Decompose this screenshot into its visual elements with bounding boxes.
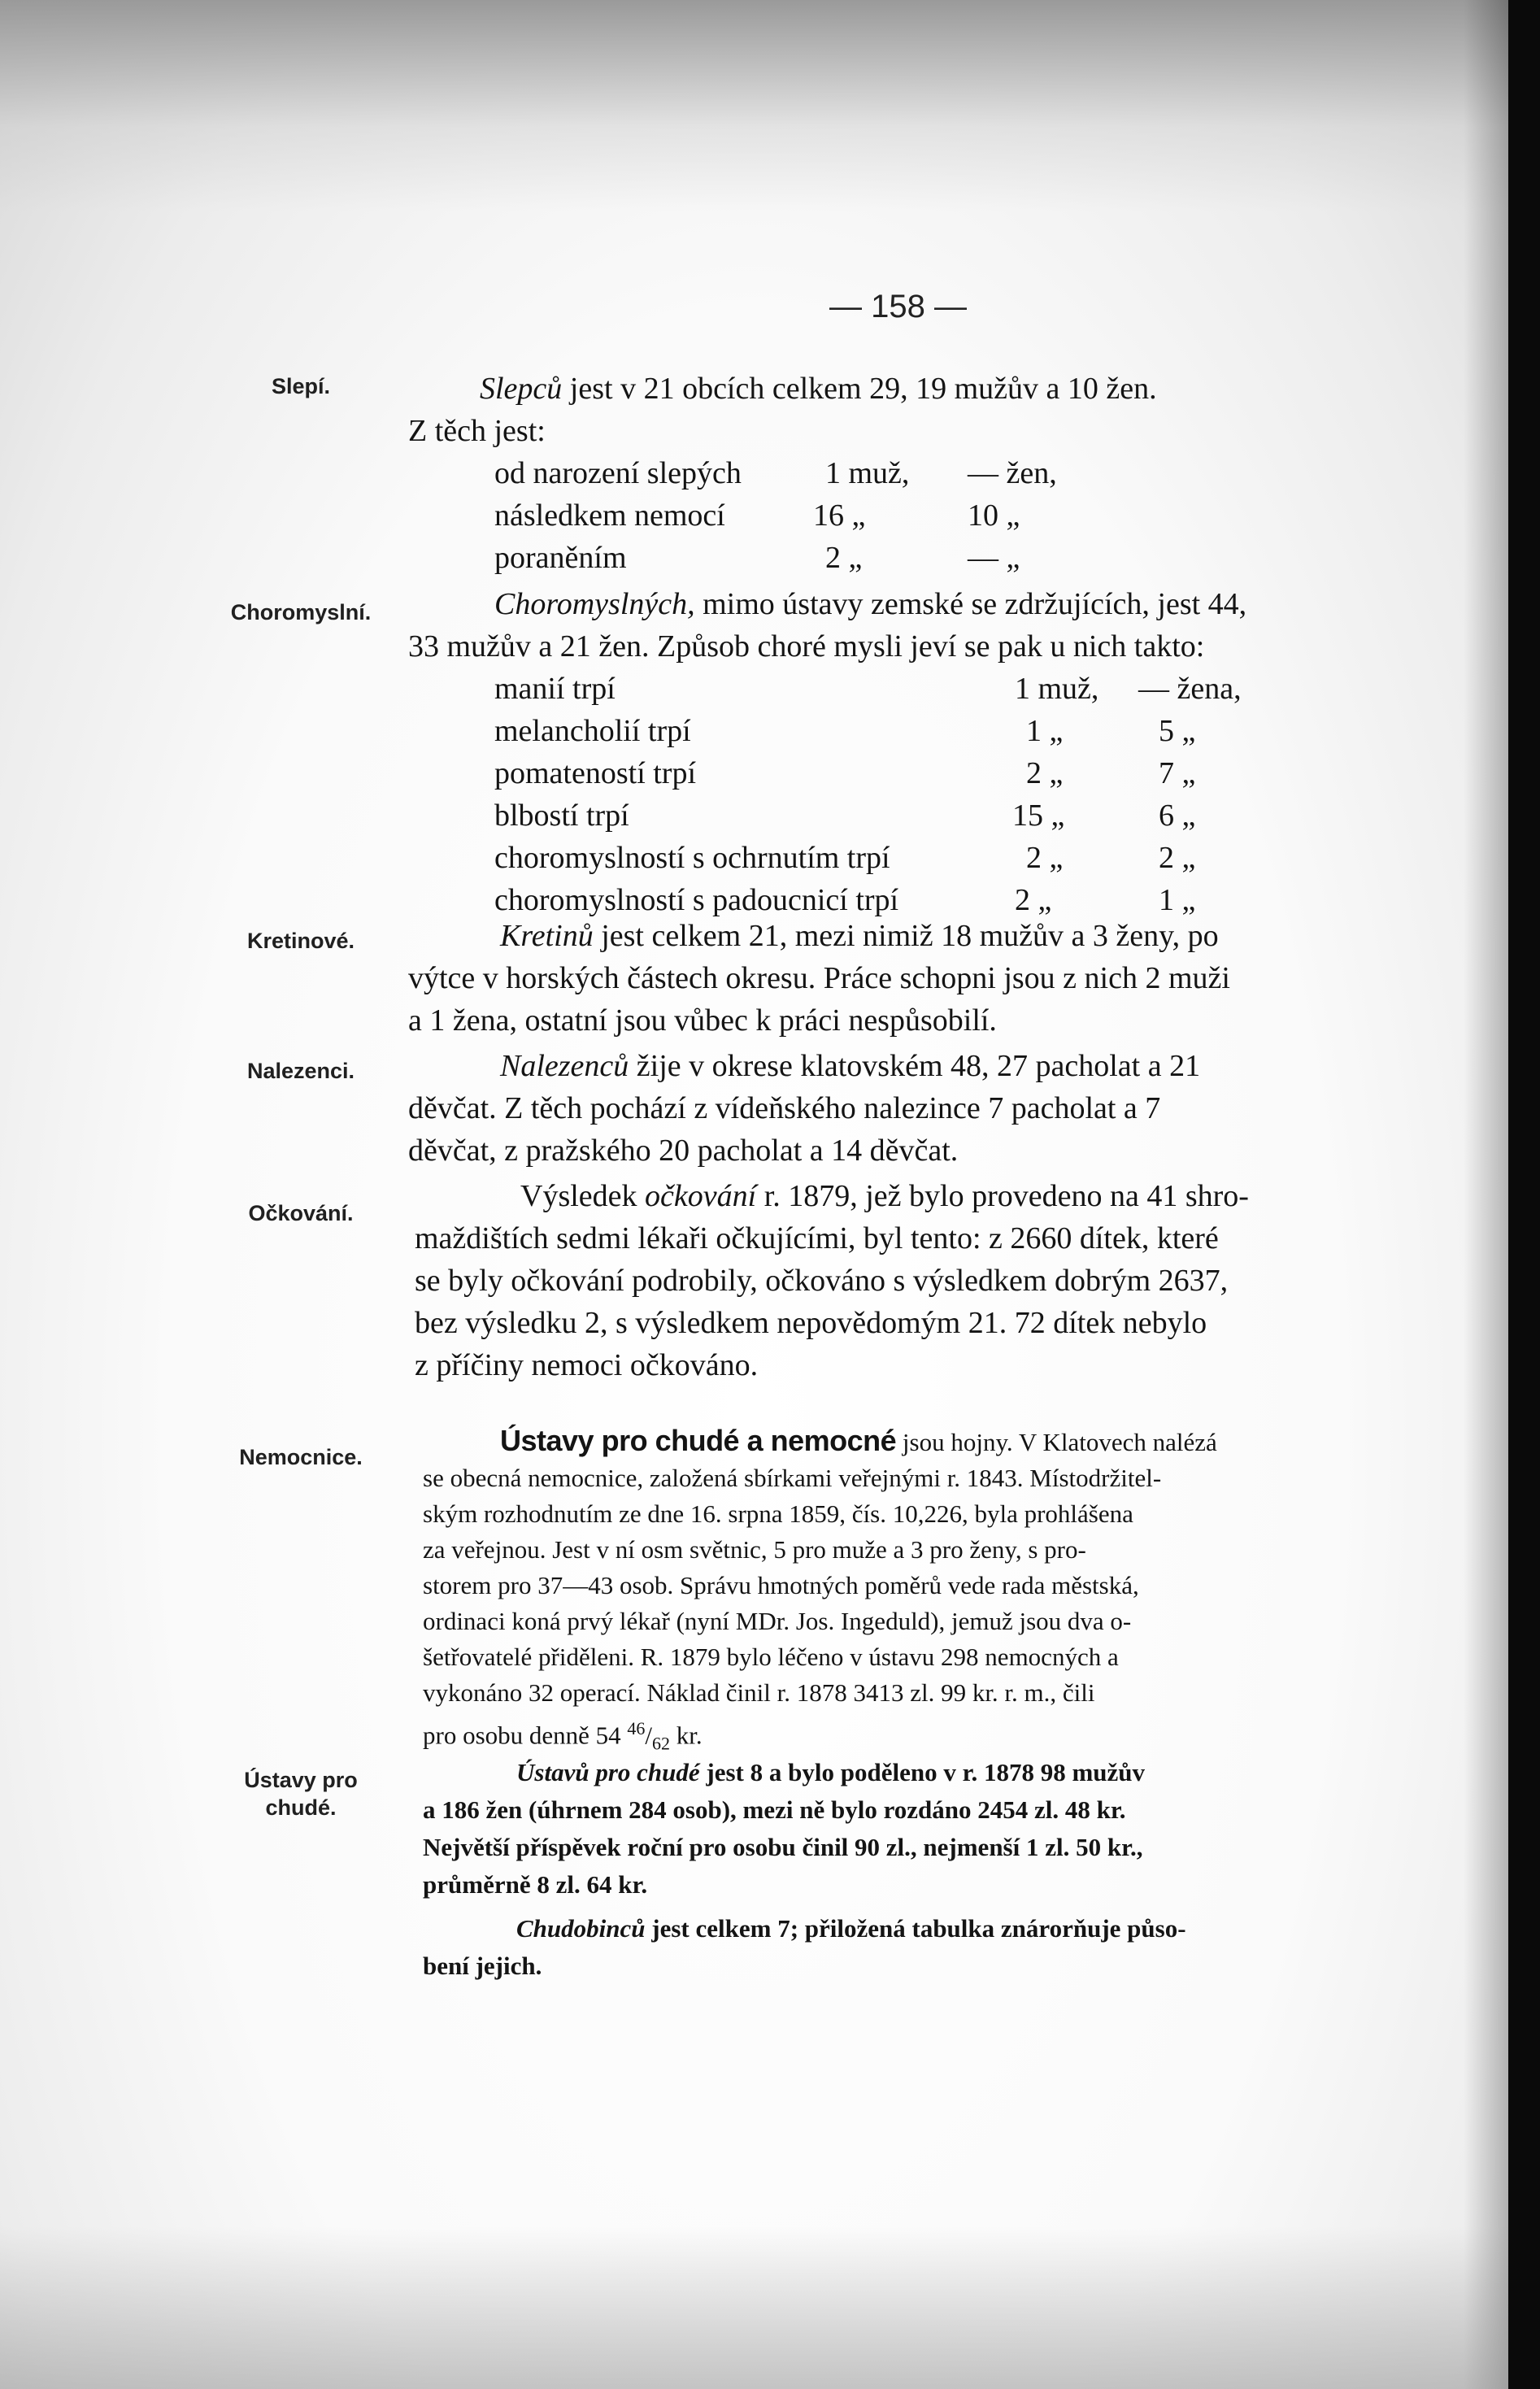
- vaccination-line-2: maždištích sedmi lékaři očkujícími, byl tento: z 2660 dítek, které: [415, 1221, 1219, 1255]
- cretins-line-1: [500, 917, 1219, 955]
- insane-row-a: 2 „: [1026, 756, 1064, 790]
- cretins-line-3: a 1 žena, ostatní jsou vůbec k práci nespůsobilí.: [408, 1003, 997, 1038]
- insane-row-label: choromyslností s ochrnutím trpí: [494, 841, 890, 875]
- blind-row-label: následkem nemocí: [494, 498, 725, 533]
- vaccination-term: očkování: [645, 1179, 757, 1213]
- vaccination-line-5: z příčiny nemoci očkováno.: [415, 1348, 759, 1382]
- foundlings-rest: žije v okrese klatovském 48, 27 pacholat a 21: [629, 1049, 1201, 1083]
- insane-row-b: 1 „: [1159, 883, 1196, 917]
- poorhouses-line-1: [516, 1756, 1145, 1789]
- blind-rest: jest v 21 obcích celkem 29, 19 mužův a 10 žen.: [562, 372, 1157, 406]
- hospital-last-line: pro osobu denně 54 $^{46}/_{62}$ kr.: [423, 1718, 703, 1754]
- hospital-line: se obecná nemocnice, založená sbírkami veřejnými r. 1843. Místodržitel-: [423, 1464, 1162, 1492]
- blind-line-1: [480, 370, 1157, 407]
- insane-row-a: 2 „: [1015, 883, 1052, 917]
- insane-row-b: 7 „: [1159, 756, 1196, 790]
- cretins-term: Kretinů: [500, 919, 594, 953]
- insane-row-b: 6 „: [1159, 799, 1196, 833]
- blind-term: Slepců: [480, 372, 563, 406]
- cretins-line-2: výtce v horských částech okresu. Práce schopni jsou z nich 2 muži: [408, 961, 1230, 995]
- foundlings-line-1: [500, 1047, 1200, 1085]
- insane-row-label: melancholií trpí: [494, 714, 691, 748]
- insane-row-a: 1 „: [1026, 714, 1064, 748]
- hospital-line-1: [500, 1425, 1217, 1459]
- hospital-line: ordinaci koná prvý lékař (nyní MDr. Jos. Ingeduld), jemuž jsou dva o-: [423, 1607, 1132, 1635]
- insane-row-label: blbostí trpí: [494, 799, 629, 833]
- insane-row-b: 5 „: [1159, 714, 1196, 748]
- poorhouses-term: Ústavů pro chudé: [516, 1758, 700, 1786]
- hospital-line: za veřejnou. Jest v ní osm světnic, 5 pro muže a 3 pro ženy, s pro-: [423, 1535, 1086, 1564]
- hospital-line: ským rozhodnutím ze dne 16. srpna 1859, čís. 10,226, byla prohlášena: [423, 1499, 1133, 1528]
- margin-note-kretinove: Kretinové.: [246, 929, 355, 953]
- insane-row-label: choromyslností s padoucnicí trpí: [494, 883, 899, 917]
- insane-line-1: [494, 585, 1246, 623]
- blind-row-b: 10 „: [968, 498, 1020, 533]
- page-edge-shadow: [1464, 0, 1508, 2389]
- margin-note-choromyslni: Choromyslní.: [230, 600, 372, 624]
- page-number: — 158 —: [829, 289, 967, 324]
- vaccination-line-4: bez výsledku 2, s výsledkem nepovědomým 21. 72 dítek nebylo: [415, 1306, 1207, 1340]
- poorhouses-line-2: a 186 žen (úhrnem 284 osob), mezi ně bylo rozdáno 2454 zl. 48 kr.: [423, 1795, 1126, 1824]
- insane-term: Choromyslných,: [494, 587, 695, 621]
- insane-row-a: 2 „: [1026, 841, 1064, 875]
- blind-line-2: Z těch jest:: [408, 414, 546, 448]
- vaccination-line-1: [520, 1177, 1249, 1215]
- almshouses-rest: jest celkem 7; přiložená tabulka znárorňuje půso-: [645, 1914, 1186, 1943]
- blind-row-a: 1 muž,: [825, 456, 910, 490]
- insane-row-a: 15 „: [1012, 799, 1065, 833]
- margin-note-ockovani: Očkování.: [248, 1201, 354, 1225]
- foundlings-line-2: děvčat. Z těch pochází z vídeňského nalezince 7 pacholat a 7: [408, 1091, 1161, 1125]
- blind-row-label: poraněním: [494, 541, 627, 575]
- vaccination-line-3: se byly očkování podrobily, očkováno s výsledkem dobrým 2637,: [415, 1264, 1229, 1298]
- hospital-heading: Ústavy pro chudé a nemocné: [500, 1424, 897, 1457]
- foundlings-term: Nalezenců: [500, 1049, 629, 1083]
- insane-row-a: 1 muž,: [1015, 672, 1099, 706]
- blind-row-label: od narození slepých: [494, 456, 742, 490]
- vaccination-pre: Výsledek: [520, 1179, 646, 1213]
- fraction-denominator: 62: [652, 1733, 671, 1754]
- hospital-line: storem pro 37—43 osob. Správu hmotných poměrů vede rada městská,: [423, 1571, 1139, 1599]
- hospital-line: šetřovatelé přiděleni. R. 1879 bylo léčeno v ústavu 298 nemocných a: [423, 1643, 1119, 1671]
- poorhouses-line-4: průměrně 8 zl. 64 kr.: [423, 1870, 648, 1899]
- vaccination-rest: r. 1879, jež bylo provedeno na 41 shro-: [756, 1179, 1249, 1213]
- insane-line-2: 33 mužův a 21 žen. Způsob choré mysli jeví se pak u nich takto:: [408, 629, 1205, 664]
- margin-note-ustavy-2: chudé.: [265, 1795, 337, 1820]
- margin-note-nalezenci: Nalezenci.: [246, 1059, 355, 1083]
- almshouses-line-1: [516, 1913, 1186, 1945]
- cretins-rest: jest celkem 21, mezi nimiž 18 mužův a 3 ženy, po: [593, 919, 1219, 953]
- blind-row-a: 2 „: [825, 541, 863, 575]
- almshouses-line-2: bení jejich.: [423, 1952, 542, 1980]
- hospital-rest: jsou hojny. V Klatovech nalézá: [896, 1428, 1217, 1456]
- poorhouses-rest: jest 8 a bylo poděleno v r. 1878 98 mužův: [699, 1758, 1146, 1786]
- hospital-last-pre: pro osobu denně 54: [423, 1721, 628, 1750]
- insane-row-b: — žena,: [1138, 672, 1242, 706]
- page-bottom-shade: [0, 2226, 1508, 2389]
- margin-note-nemocnice: Nemocnice.: [239, 1445, 363, 1469]
- fraction-numerator: 46: [627, 1718, 646, 1738]
- blind-row-b: — „: [968, 541, 1020, 575]
- margin-note-slepi: Slepí.: [271, 374, 331, 398]
- blind-row-b: — žen,: [968, 456, 1057, 490]
- hospital-last-post: kr.: [670, 1721, 703, 1750]
- poorhouses-line-3: Největší příspěvek roční pro osobu činil 90 zl., nejmenší 1 zl. 50 kr.,: [423, 1833, 1143, 1861]
- insane-row-label: pomateností trpí: [494, 756, 697, 790]
- margin-note-ustavy-1: Ústavy pro: [244, 1768, 358, 1792]
- insane-row-label: manií trpí: [494, 672, 616, 706]
- hospital-line: vykonáno 32 operací. Náklad činil r. 1878 3413 zl. 99 kr. r. m., čili: [423, 1678, 1095, 1707]
- almshouses-term: Chudobinců: [516, 1914, 646, 1943]
- insane-row-b: 2 „: [1159, 841, 1196, 875]
- insane-rest: mimo ústavy zemské se zdržujících, jest 44,: [694, 587, 1247, 621]
- foundlings-line-3: děvčat, z pražského 20 pacholat a 14 děvčat.: [408, 1134, 959, 1168]
- blind-row-a: 16 „: [813, 498, 866, 533]
